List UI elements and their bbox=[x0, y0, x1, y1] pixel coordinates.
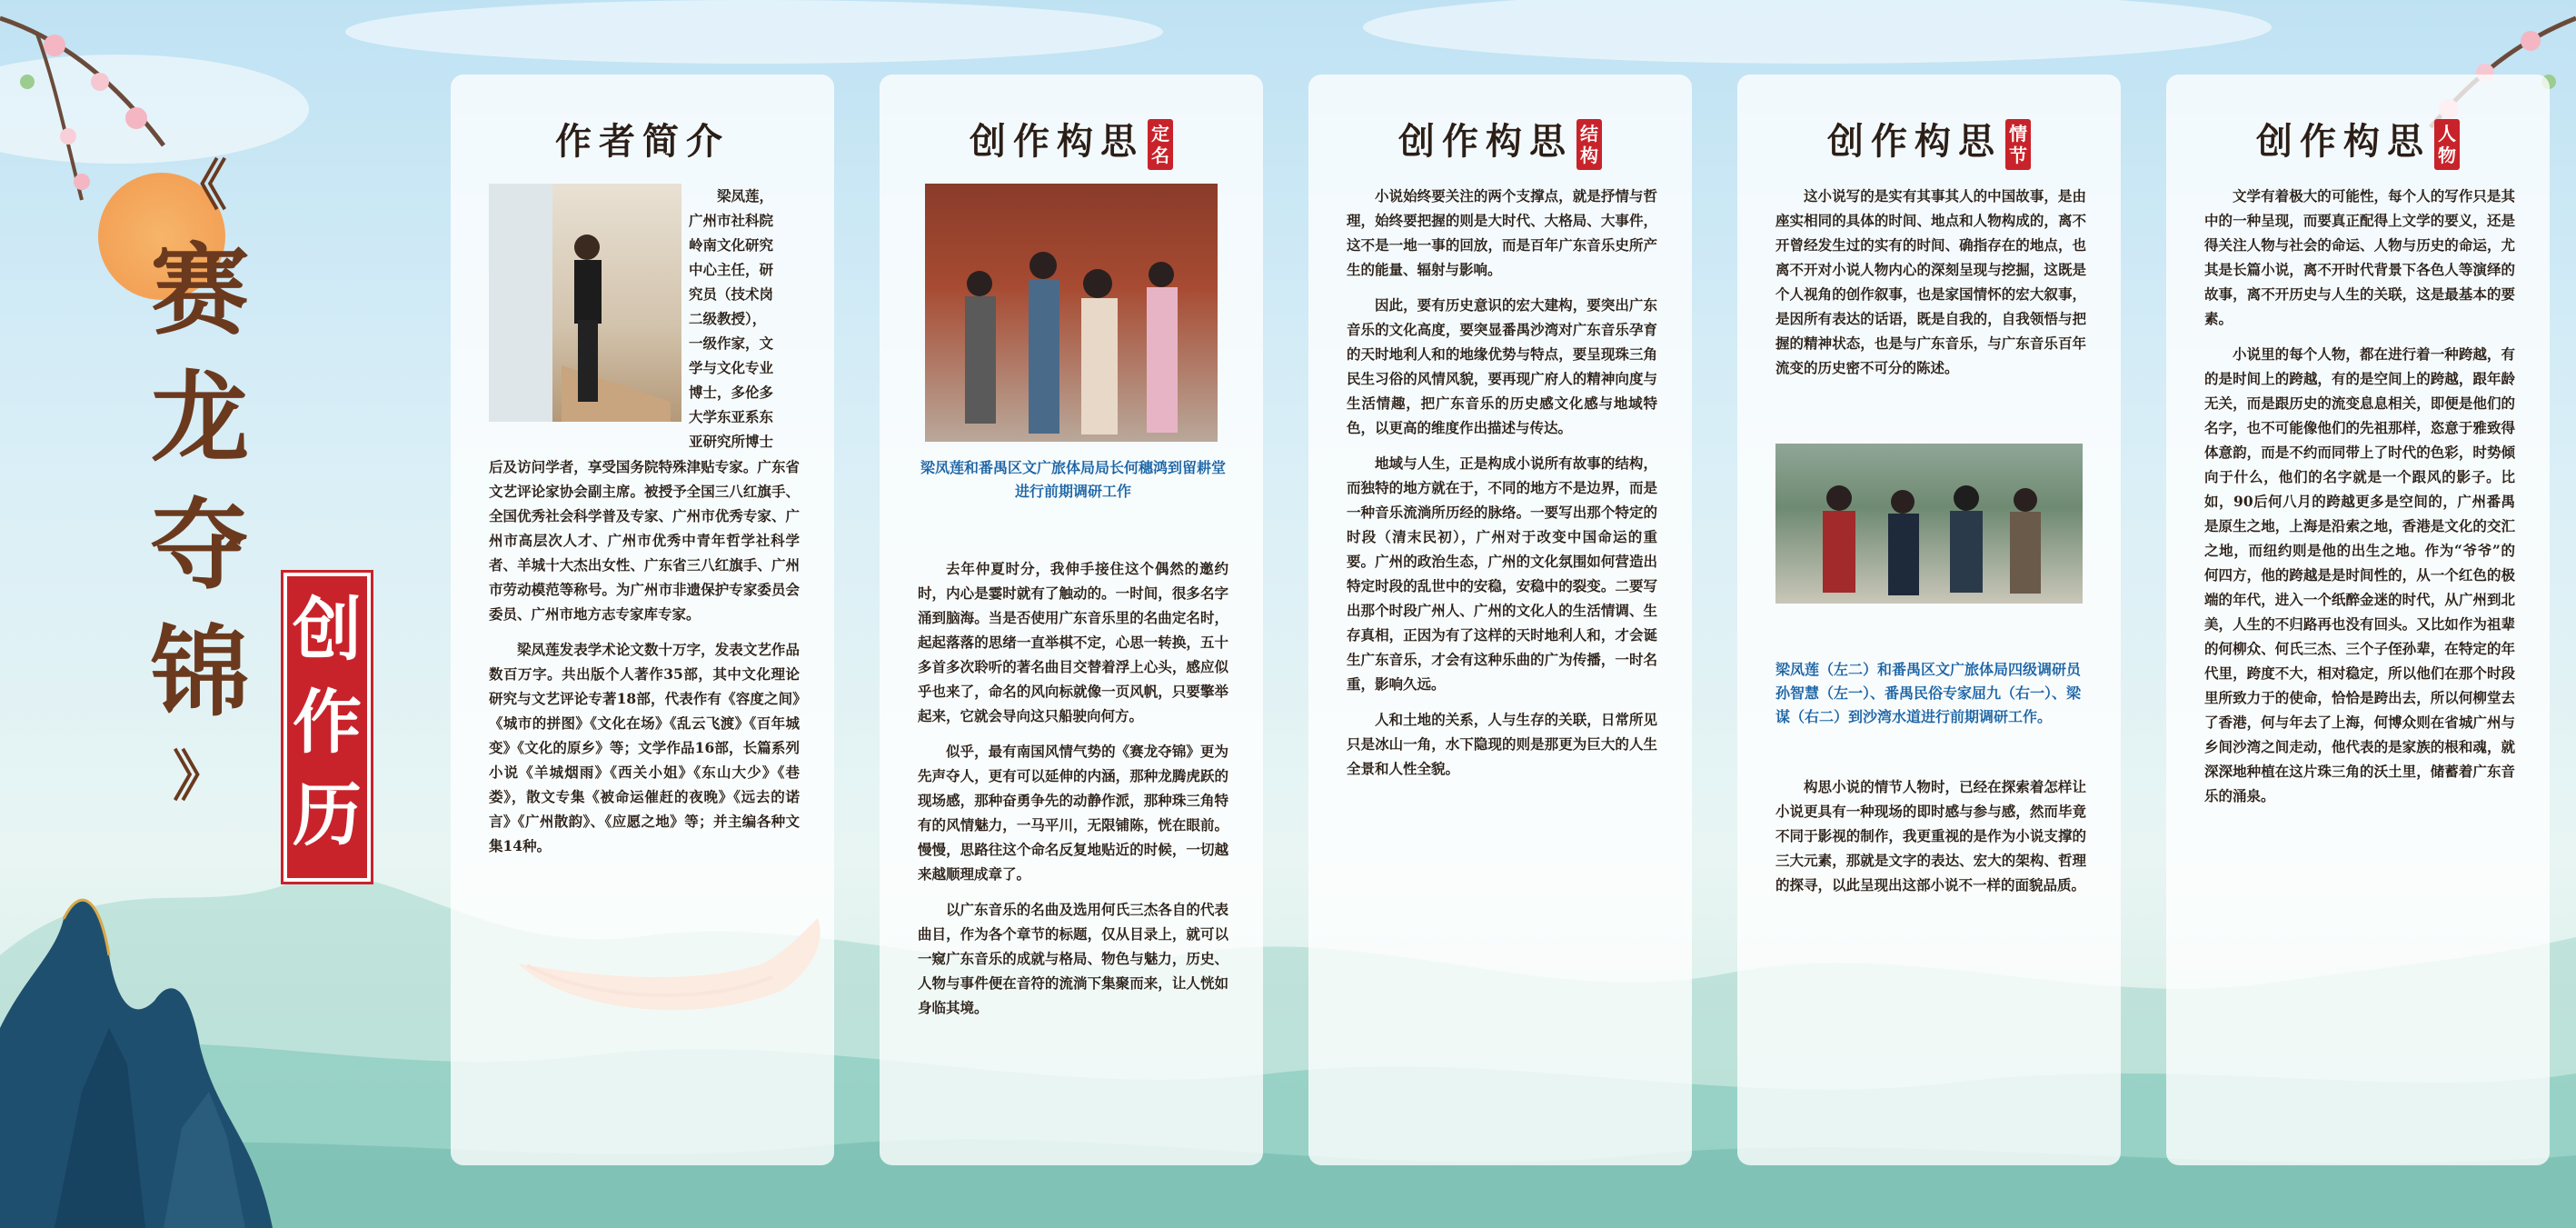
group-people-icon bbox=[925, 184, 1218, 442]
panel-concept-plot bbox=[1737, 75, 2121, 1165]
photo-caption: 梁凤莲（左二）和番禺区文广旅体局四级调研员孙智慧（左一）、番禺民俗专家屈九（右一）、梁谋（右二）到沙湾水道进行前期调研工作。 bbox=[1775, 661, 2082, 725]
panel-heading: 作者简介 bbox=[555, 120, 730, 163]
dark-peaks bbox=[0, 792, 291, 1228]
author-intro-body: 后及访问学者，享受国务院特殊津贴专家。广东省文艺评论家协会副主席。被授予全国三八红旗手、全国优秀社会科学普及专家、广州市优秀专家、广州市高层次人才、广州市优秀中青年哲学社科学者、羊城十大杰出女性、广东省三八红旗手、广州市劳动模范等称号。为广州市非遗保护专家委员会委员、广州市地方志专家库专家。 梁凤莲发表学术论文数十万字，发表文艺作品数百万字。共出版个人著作35部，其中文化理论研究与文艺评论专著18部，代表作有《容度之间》《城市的拼图》《文化在场》《乱云飞渡》《百年城变》《文化的原乡》等；文学作品16部，长篇系列小说《羊城烟雨》《西关小姐》《东山大少》《巷娄》，散文专集《被命运催赶的夜晚》《远去的诺言》《广州散韵》、《应愿之地》等；并主编各种文集14种。 bbox=[489, 458, 800, 854]
title-seal: 创 作 历 bbox=[283, 573, 371, 882]
main-title: 《 赛 龙 夺 锦 》 bbox=[150, 155, 249, 809]
woman-figure-icon bbox=[489, 184, 681, 422]
author-photo bbox=[489, 184, 681, 422]
panel-body-top: 这小说写的是实有其事其人的中国故事，是由座实相同的具体的时间、地点和人物构成的，离不开曾经发生过的实有的时间、确指存在的地点，也离不开对小说人物内心的深刻呈现与挖掘，这既是个人视角的创作叙事，也是家国情怀的宏大叙事，是因所有表达的话语，既是自我的，自我领悟与把握的精神状态，也是与广东音乐，与广东音乐百年流变的历史密不可分的陈述。 bbox=[1775, 187, 2086, 376]
research-photo bbox=[925, 184, 1218, 442]
photo-caption: 梁凤莲和番禺区文广旅体局局长何穗鸿到留耕堂进行前期调研工作 bbox=[920, 459, 1226, 500]
panel-concept-structure bbox=[1308, 75, 1692, 1165]
panel-tag: 情节 bbox=[2005, 119, 2031, 170]
panel-heading: 创作构思 情节 bbox=[1737, 113, 2121, 170]
river-photo bbox=[1775, 444, 2083, 604]
panel-body-bottom: 构思小说的情节人物时，已经在探索着怎样让小说更具有一种现场的即时感与参与感，然而毕竟不同于影视的制作，我更重视的是作为小说支撑的三大元素，那就是文字的表达、宏大的架构、哲理的探寻，以此呈现出这部小说不一样的面貌品质。 bbox=[1775, 778, 2086, 894]
panel-author-intro bbox=[451, 75, 834, 1165]
group-people-icon bbox=[1775, 444, 2083, 604]
panel-tag: 结构 bbox=[1576, 119, 1602, 170]
panel-body: 小说始终要关注的两个支撑点，就是抒情与哲理，始终要把握的则是大时代、大格局、大事件，这不是一地一事的回放，而是百年广东音乐史所产生的能量、辐射与影响。 因此，要有历史意识的宏大建构，要突出广东音乐的文化高度，要突显番禺沙湾对广东音乐孕育的天时地利人和的地缘优势与特点，要呈现珠三角民生习俗的风情风貌，要再现广府人的精神向度与生活情趣，把广东音乐的历史感文化感与地域特色，以更高的维度作出描述与传达。 地域与人生，正是构成小说所有故事的结构，而独特的地方就在于，不同的地方不是边界，而是一种音乐流淌所历经的脉络。一要写出那个特定的时段（清末民初），广州对于改变中国命运的重要。广州的政治生态，广州的文化氛围如何营造出特定时段的乱世中的安稳，安稳中的裂变。二要写出那个时段广州人、广州的文化人的生活情调、生存真相，正因为有了这样的天时地利人和，才会诞生广东音乐，才会有这种乐曲的广为传播，一时名重，影响久远。 人和土地的关系，人与生存的关联，日常所见只是冰山一角，水下隐现的则是那更为巨大的人生全景和人性全貌。 bbox=[1347, 187, 1657, 777]
panel-tag: 人物 bbox=[2434, 119, 2460, 170]
panel-heading: 创作构思 定名 bbox=[880, 113, 1263, 170]
panel-body: 去年仲夏时分，我伸手接住这个偶然的邀约时，内心是霎时就有了触动的。一时间，很多名字涌到脑海。当是否使用广东音乐里的名曲定名时，起起落落的思绪一直举棋不定，心思一转换，五十多首多次聆听的著名曲目交替着浮上心头，感应似乎也来了，命名的风向标就像一页风帆，只要擎举起来，它就会导向这只船驶向何方。 似乎，最有南国风情气势的《赛龙夺锦》更为先声夺人，更有可以延伸的内涵，那种龙腾虎跃的现场感，那种奋勇争先的动静作派，那种珠三角特有的风情魅力，一马平川，无限铺陈，恍在眼前。慢慢，思路往这个命名反复地贴近的时候，一切越来越顺理成章了。 以广东音乐的名曲及选用何氏三杰各自的代表曲目，作为各个章节的标题，仅从目录上，就可以一窥广东音乐的成就与格局、物色与魅力，历史、人物与事件便在音符的流淌下集聚而来，让人恍如身临其境。 bbox=[918, 560, 1228, 1016]
panel-concept-characters bbox=[2166, 75, 2550, 1165]
author-intro-short: 梁凤莲， 广州市社科院 岭南文化研究 中心主任，研 究员（技术岗 二级教授）， 一级作家，文 学与文化专业 博士，多伦多 大学东亚系东 亚研究所博士 bbox=[689, 187, 774, 450]
panel-tag: 定名 bbox=[1148, 119, 1173, 170]
panel-heading: 创作构思 结构 bbox=[1308, 113, 1692, 170]
panel-heading: 创作构思 人物 bbox=[2166, 113, 2550, 170]
panel-body: 文学有着极大的可能性，每个人的写作只是其中的一种呈现，而要真正配得上文学的要义，还是得关注人物与社会的命运、人物与历史的命运，尤其是长篇小说，离不开时代背景下各色人等演绎的故事，离不开历史与人生的关联，这是最基本的要素。 小说里的每个人物，都在进行着一种跨越，有的是时间上的跨越，有的是空间上的跨越，跟年龄无关，而是跟历史的流变息息相关，即便是他们的名字，也不可能像他们的先祖那样，恣意于雅致得体意韵，而是不约而同带上了时代的色彩，时势倾向于什么，他们的名字就是一个跟风的影子。比如，90后何八月的跨越更多是空间的，广州番禺是原生之地，上海是沿索之地，香港是文化的交汇之地，而纽约则是他的出生之地。作为“爷爷”的何四方，他的跨越是是时间性的，从一个红色的极端的年代，进入一个纸醉金迷的时代，从广州到北美，人生的不归路再也没有回头。又比如作为祖辈的何柳众、何氏三杰、三个子侄孙辈，在特定的年代里，跨度不大，相对稳定，所以他们在那个时段里所致力于的使命，恰恰是跨出去，所以何柳堂去了香港，何与年去了上海，何博众则在省城广州与乡间沙湾之间走动，他代表的是家族的根和魂，就深深地种植在这片珠三角的沃土里，储蓄着广东音乐的涌泉。 bbox=[2204, 187, 2515, 804]
panel-concept-naming bbox=[880, 75, 1263, 1165]
